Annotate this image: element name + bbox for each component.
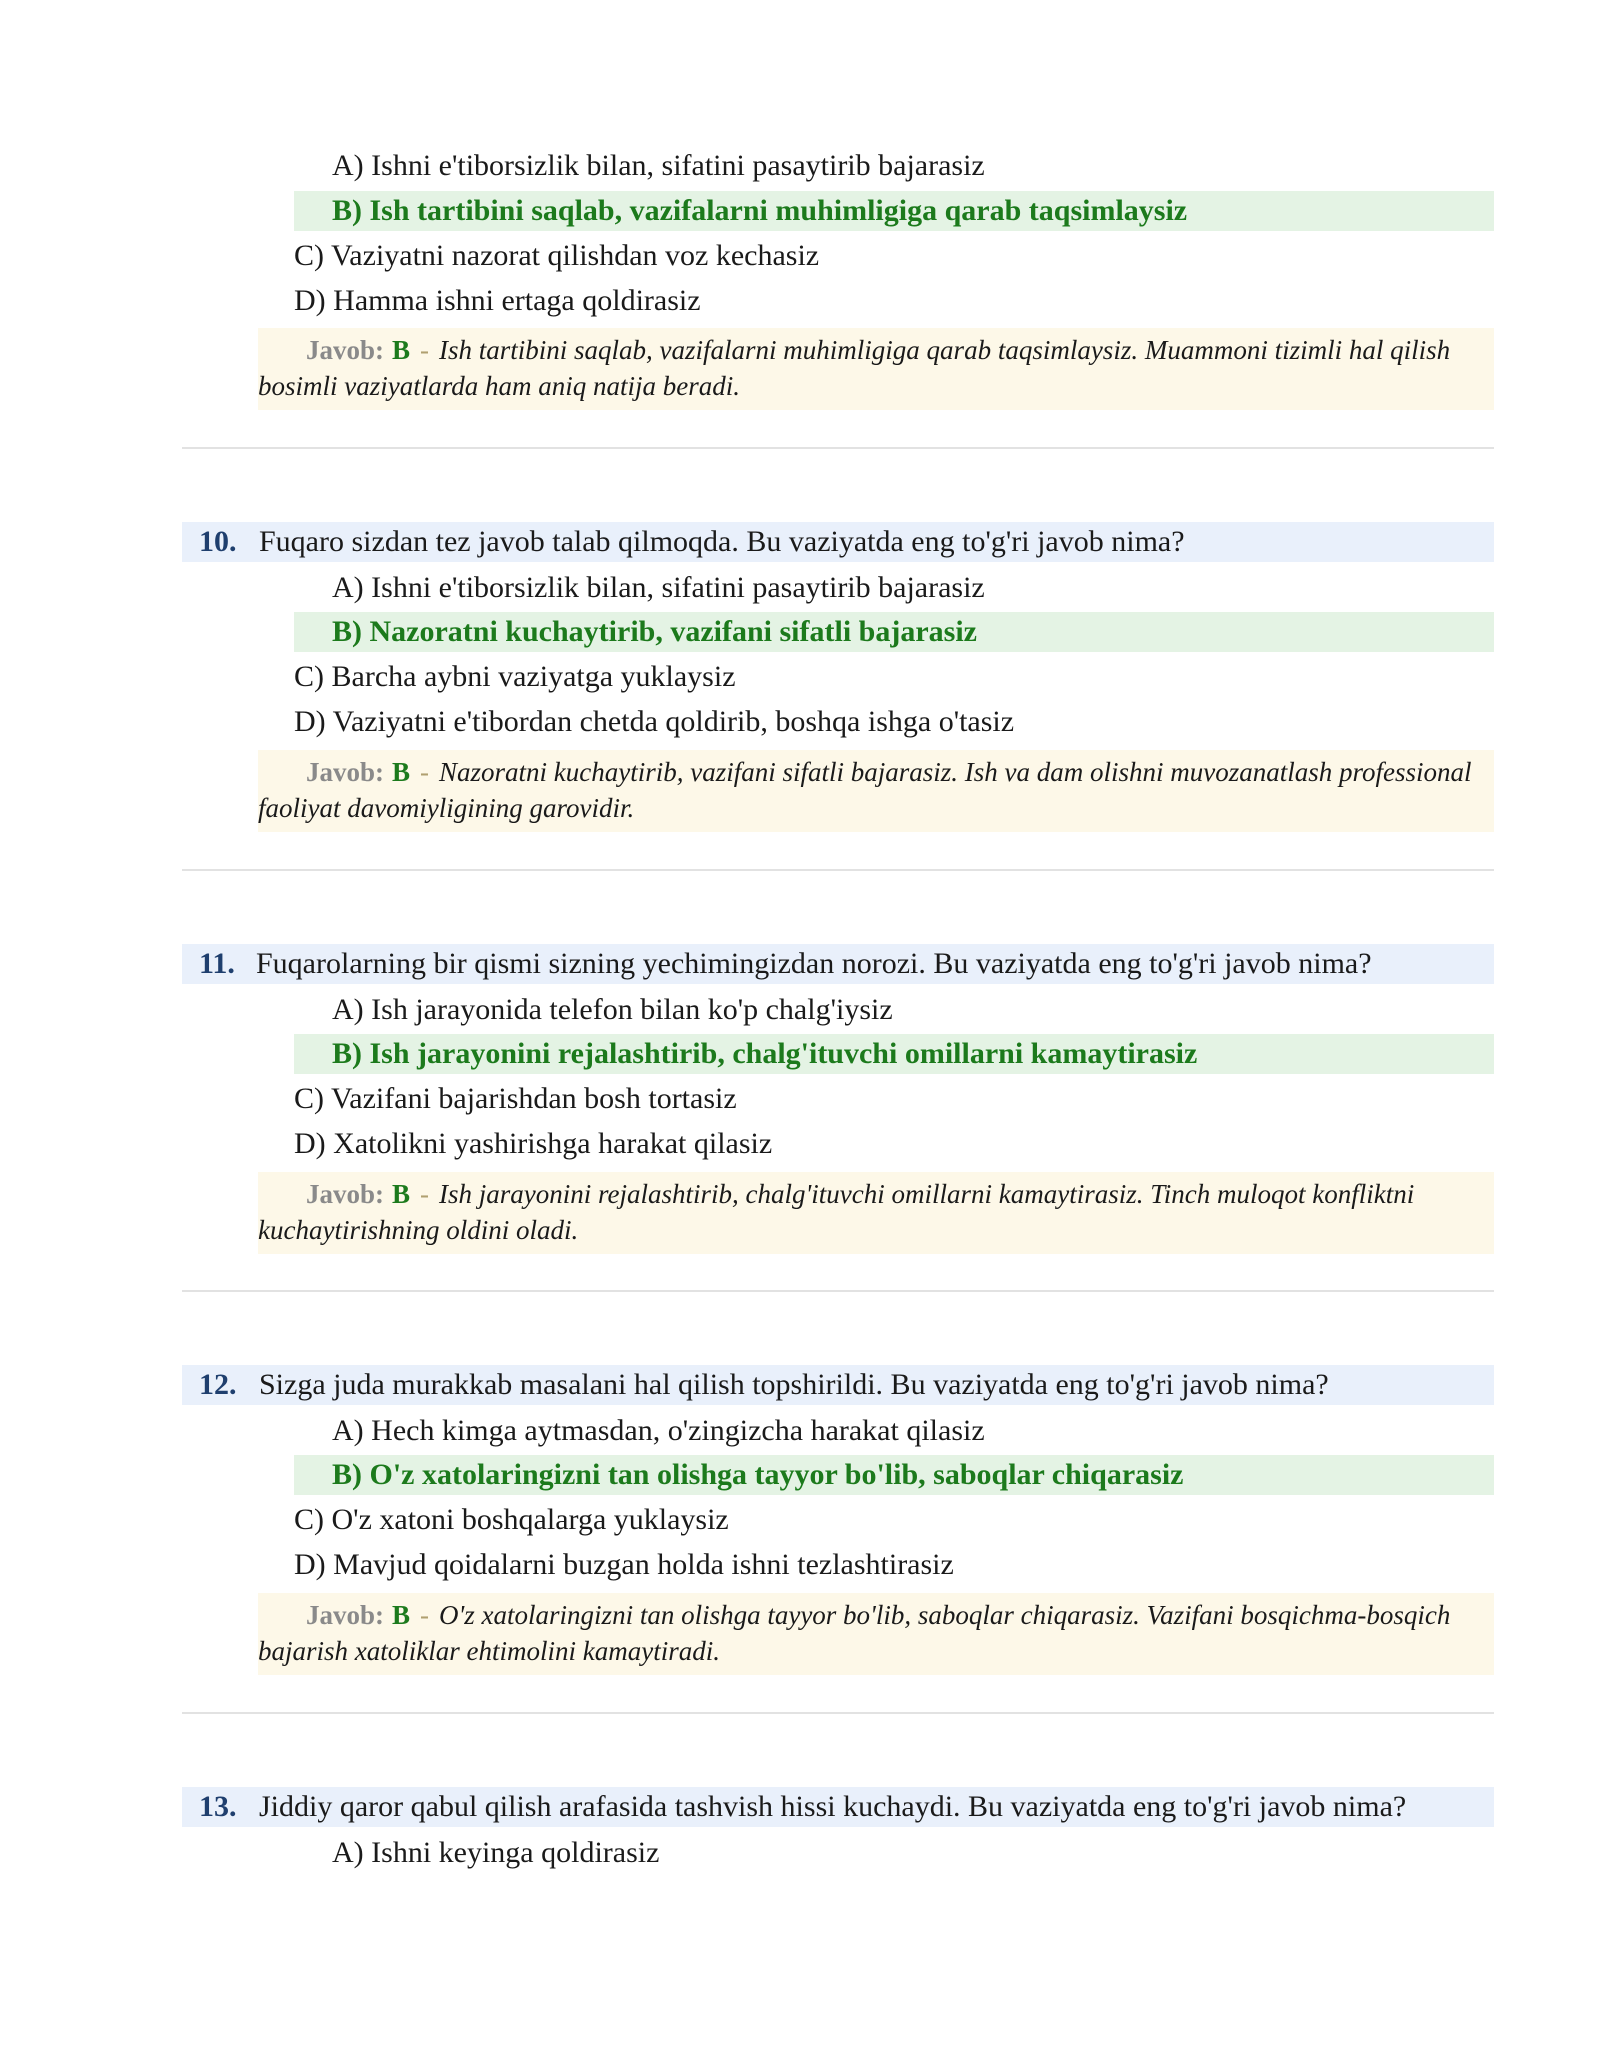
question-number: 10.: [199, 525, 237, 558]
question-header: [182, 1787, 1494, 1827]
option-d: D) Mavjud qoidalarni buzgan holda ishni tezlashtirasiz: [294, 1548, 954, 1581]
option-c: C) O'z xatoni boshqalarga yuklaysiz: [294, 1503, 729, 1536]
question-number: 11.: [199, 947, 235, 980]
answer-letter: B: [392, 757, 411, 787]
answer-label: Javob:: [306, 757, 385, 787]
option-b-correct: B) Nazoratni kuchaytirib, vazifani sifatli bajarasiz: [294, 612, 1494, 652]
answer-label: Javob:: [306, 335, 385, 365]
option-b-correct: B) Ish jarayonini rejalashtirib, chalg'ituvchi omillarni kamaytirasiz: [294, 1034, 1494, 1074]
answer-letter: B: [392, 1600, 411, 1630]
answer-box: [258, 1593, 1494, 1675]
answer-letter: B: [392, 335, 411, 365]
question-header: [182, 944, 1494, 984]
answer-text: Ish tartibini saqlab, vazifalarni muhimligiga qarab taqsimlaysiz. Muammoni tizimli hal qilish bosimli vaziyatlarda ham aniq natija beradi.: [258, 335, 1451, 401]
answer-dash: -: [420, 335, 430, 365]
question-number: 12.: [199, 1368, 237, 1401]
divider: [182, 1290, 1494, 1292]
option-a: A) Ish jarayonida telefon bilan ko'p chalg'iysiz: [332, 993, 893, 1026]
question-text: Sizga juda murakkab masalani hal qilish topshirildi. Bu vaziyatda eng to'g'ri javob nima?: [259, 1368, 1329, 1401]
answer-box: [258, 1172, 1494, 1254]
option-a: A) Ishni keyinga qoldirasiz: [332, 1836, 660, 1869]
question-13: [182, 1787, 1494, 1869]
option-a: A) Ishni e'tiborsizlik bilan, sifatini pasaytirib bajarasiz: [332, 149, 985, 182]
question-11: [182, 944, 1494, 1245]
option-d: D) Vaziyatni e'tibordan chetda qoldirib, boshqa ishga o'tasiz: [294, 705, 1015, 738]
divider: [182, 869, 1494, 871]
question-text: Jiddiy qaror qabul qilish arafasida tashvish hissi kuchaydi. Bu vaziyatda eng to'g'ri javob nima?: [259, 1790, 1407, 1823]
answer-letter: B: [392, 1179, 411, 1209]
answer-label: Javob:: [306, 1600, 385, 1630]
answer-box: [258, 328, 1494, 410]
answer-text: Nazoratni kuchaytirib, vazifani sifatli bajarasiz. Ish va dam olishni muvozanatlash professional faoliyat davomiyligining garovidir.: [258, 757, 1472, 823]
question-text: Fuqaro sizdan tez javob talab qilmoqda. Bu vaziyatda eng to'g'ri javob nima?: [259, 525, 1185, 558]
option-b-correct: B) O'z xatolaringizni tan olishga tayyor bo'lib, saboqlar chiqarasiz: [294, 1455, 1494, 1495]
option-a: A) Hech kimga aytmasdan, o'zingizcha harakat qilasiz: [332, 1414, 985, 1447]
option-c: C) Vazifani bajarishdan bosh tortasiz: [294, 1082, 737, 1115]
question-12: [182, 1365, 1494, 1666]
answer-dash: -: [420, 1179, 430, 1209]
question-text: Fuqarolarning bir qismi sizning yechimingizdan norozi. Bu vaziyatda eng to'g'ri javob nima?: [256, 947, 1372, 980]
divider: [182, 1712, 1494, 1714]
divider: [182, 447, 1494, 449]
option-d: D) Hamma ishni ertaga qoldirasiz: [294, 284, 701, 317]
option-c: C) Barcha aybni vaziyatga yuklaysiz: [294, 660, 736, 693]
answer-text: Ish jarayonini rejalashtirib, chalg'ituvchi omillarni kamaytirasiz. Tinch muloqot konfliktni kuchaytirishning oldini oladi.: [258, 1179, 1415, 1245]
option-d: D) Xatolikni yashirishga harakat qilasiz: [294, 1127, 773, 1160]
question-header: [182, 1365, 1494, 1405]
answer-text: O'z xatolaringizni tan olishga tayyor bo'lib, saboqlar chiqarasiz. Vazifani bosqichma-bosqich bajarish xatoliklar ehtimolini kamaytiradi.: [258, 1600, 1451, 1666]
option-c: C) Vaziyatni nazorat qilishdan voz kechasiz: [294, 239, 820, 272]
option-b-correct: B) Ish tartibini saqlab, vazifalarni muhimligiga qarab taqsimlaysiz: [294, 191, 1494, 231]
answer-dash: -: [420, 1600, 430, 1630]
question-header: [182, 522, 1494, 562]
question-number: 13.: [199, 1790, 237, 1823]
answer-dash: -: [420, 757, 430, 787]
answer-box: [258, 750, 1494, 832]
answer-label: Javob:: [306, 1179, 385, 1209]
option-a: A) Ishni e'tiborsizlik bilan, sifatini pasaytirib bajarasiz: [332, 571, 985, 604]
question-10: [182, 522, 1494, 823]
